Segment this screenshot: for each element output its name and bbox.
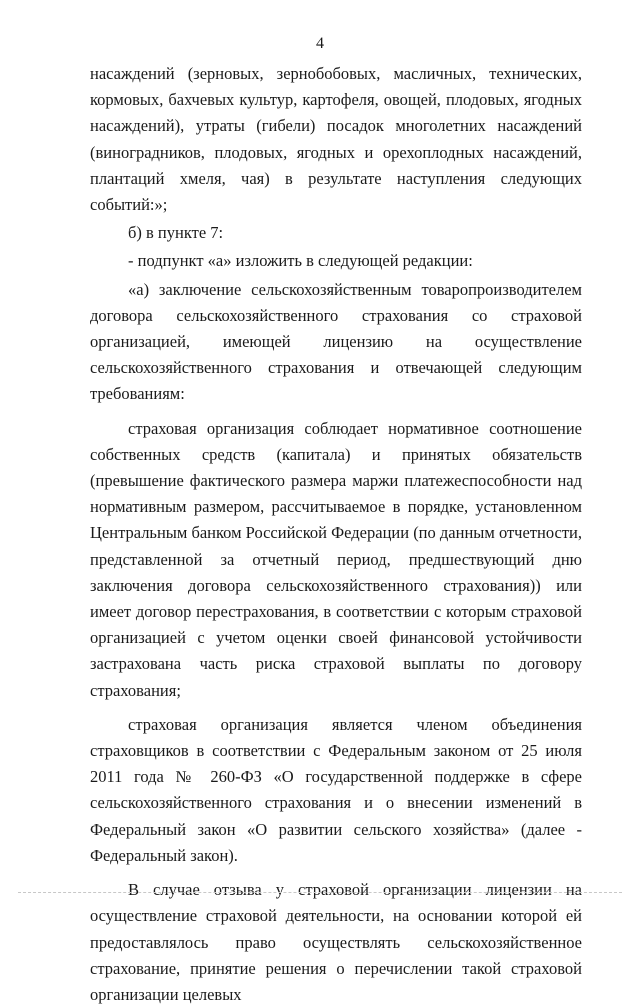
page-number: 4 — [316, 35, 324, 52]
paragraph-membership-requirement: страховая организация является членом объединения страховщиков в соответствии с Федеральным законом от 25 июля 2011 года № 260-ФЗ «О государственной поддержке в сфере сельскохозяйственного страхования и о внесении изменений в Федеральный закон «О развитии сельского хозяйства» (далее - Федеральный закон). — [90, 714, 582, 865]
paragraph-solvency-requirement: страховая организация соблюдает нормативное соотношение собственных средств (капитала) и принятых обязательств (превышение фактического размера маржи платежеспособности над нормативным размером, рассчитываемое в порядке, установленном Центральным банком Российской Федерации (по данным отчетности, представленной за отчетный период, предшествующий дню заключения договора сельскохозяйственного страхования)) или имеет договор перестрахования, в соответствии с которым страховой организацией с учетом оценки своей финансовой устойчивости застрахована часть риска страховой выплаты по договору страхования; — [90, 418, 582, 700]
paragraph-quoted-clause-a: «а) заключение сельскохозяйственным товаропроизводителем договора сельскохозяйственного страхования со страховой организацией, имеющей лицензию на осуществление сельскохозяйственного страхования и отвечающей следующим требованиям: — [90, 279, 582, 404]
document-body — [90, 61, 582, 1008]
paragraph-continuation: насаждений (зерновых, зернобобовых, масличных, технических, кормовых, бахчевых культур, картофеля, овощей, плодовых, ягодных насаждений), утраты (гибели) посадок многолетних насаждений (виноградников, плодовых, ягодных и орехоплодных насаждений, плантаций хмеля, чая) в результате наступления следующих событий:»; — [90, 64, 582, 215]
page-bottom-edge — [18, 892, 622, 893]
paragraph-license-revocation: В случае отзыва у страховой организации лицензии на осуществление страховой деятельности, на основании которой ей предоставлялось право осуществлять сельскохозяйственное страхование, принятие решения о перечислении такой страховой организации целевых — [90, 880, 582, 1004]
paragraph-subclause-a-intro: - подпункт «а» изложить в следующей редакции: — [128, 251, 473, 271]
paragraph-subitem-b: б) в пункте 7: — [128, 223, 224, 243]
